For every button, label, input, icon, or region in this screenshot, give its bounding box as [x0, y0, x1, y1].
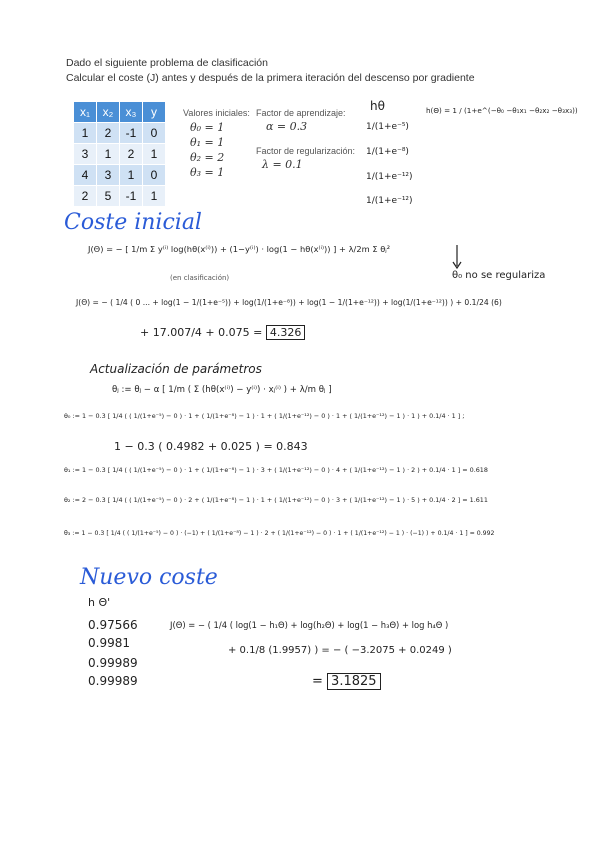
cost-expansion-line-2	[140, 326, 305, 339]
table-cell: 0	[143, 123, 166, 144]
table-cell: 1	[143, 144, 166, 165]
theta-1-value: θ₁ = 1	[190, 136, 225, 149]
new-cost-formula-1: J(Θ) = − ( 1/4 ( log(1 − h₁Θ) + log(h₂Θ) + log(1 − h₃Θ) + log h₄Θ )	[170, 620, 449, 630]
hypothesis-value: 1/(1+e⁻¹²)	[366, 172, 413, 182]
hypothesis-value: 1/(1+e⁻¹²)	[366, 196, 413, 206]
initial-cost-result: 4.326	[266, 325, 306, 340]
table-cell: 5	[97, 186, 120, 207]
theta-3-value: θ₃ = 1	[190, 166, 225, 179]
cost-expansion-text: + 17.007/4 + 0.075 =	[140, 326, 263, 339]
learning-rate-value: α = 0.3	[266, 120, 308, 133]
h-theta-value: 0.99989	[88, 656, 138, 670]
theta-0-result: 1 − 0.3 ( 0.4982 + 0.025 ) = 0.843	[114, 440, 308, 453]
nuevo-coste-title: Nuevo coste	[80, 565, 218, 590]
sum-note: (en clasificación)	[170, 274, 230, 282]
new-cost-formula-2: + 0.1/8 (1.9957) ) = − ( −3.2075 + 0.0249 )	[228, 645, 452, 656]
column-header: y	[143, 102, 166, 123]
table-row	[74, 123, 166, 144]
learning-rate-label: Factor de aprendizaje:	[256, 108, 346, 118]
regularization-label: Factor de regularización:	[256, 146, 356, 156]
table-cell: 1	[97, 144, 120, 165]
dataset-table	[73, 101, 166, 207]
cost-expansion-line-1: J(Θ) = − ( 1/4 ( 0 ... + log(1 − 1/(1+e⁻⁵)) + log(1/(1+e⁻⁸)) + log(1 − 1/(1+e⁻¹²)) + log(1/(1+e⁻¹²)) ) + 0.1/24 (6)	[76, 298, 502, 307]
h-theta-value: 0.97566	[88, 618, 138, 632]
theta-0-update: θ₀ := 1 − 0.3 [ 1/4 ( ( 1/(1+e⁻⁵) − 0 ) · 1 + ( 1/(1+e⁻⁸) − 1 ) · 1 + ( 1/(1+e⁻¹²) − 0 ) · 1 + ( 1/(1+e⁻¹²) − 1 ) · 1 ) + 0.1/4 · 1 ] ;	[64, 412, 465, 420]
table-cell: 0	[143, 165, 166, 186]
theta-0-value: θ₀ = 1	[190, 121, 225, 134]
table-header-row	[74, 102, 166, 123]
theta-2-update: θ₂ := 2 − 0.3 [ 1/4 ( ( 1/(1+e⁻⁵) − 0 ) · 2 + ( 1/(1+e⁻⁸) − 1 ) · 1 + ( 1/(1+e⁻¹²) − 0 ) · 3 + ( 1/(1+e⁻¹²) − 1 ) · 5 ) + 0.1/4 · 2 ] = 1.611	[64, 496, 488, 504]
new-cost-line-3	[312, 674, 381, 689]
theta-2-value: θ₂ = 2	[190, 151, 225, 164]
hypothesis-value: 1/(1+e⁻⁸)	[366, 147, 409, 157]
table-cell: 1	[143, 186, 166, 207]
table-cell: 2	[74, 186, 97, 207]
table-cell: -1	[120, 186, 143, 207]
table-cell: 1	[74, 123, 97, 144]
equals-sign: =	[312, 674, 323, 689]
initial-values-label: Valores iniciales:	[183, 108, 250, 118]
table-cell: 3	[97, 165, 120, 186]
table-cell: 3	[74, 144, 97, 165]
cost-formula: J(Θ) = − [ 1/m Σ y⁽ⁱ⁾ log(hθ(x⁽ⁱ⁾)) + (1−y⁽ⁱ⁾) · log(1 − hθ(x⁽ⁱ⁾)) ] + λ/2m Σ θⱼ²	[88, 244, 391, 254]
h-theta-value: 0.9981	[88, 636, 130, 650]
table-cell: 2	[120, 144, 143, 165]
coste-inicial-title: Coste inicial	[64, 210, 202, 235]
hypothesis-formula: h(Θ) = 1 / (1+e^(−θ₀ −θ₁x₁ −θ₂x₂ −θ₃x₃))	[426, 106, 578, 115]
hypothesis-label: hθ	[370, 99, 385, 113]
header-line-2: Calcular el coste (J) antes y después de la primera iteración del descenso por gradiente	[66, 72, 475, 84]
table-row	[74, 186, 166, 207]
table-cell: 4	[74, 165, 97, 186]
table-row	[74, 144, 166, 165]
theta-1-update: θ₁ := 1 − 0.3 [ 1/4 ( ( 1/(1+e⁻⁵) − 0 ) · 1 + ( 1/(1+e⁻⁸) − 1 ) · 3 + ( 1/(1+e⁻¹²) − 0 ) · 4 + ( 1/(1+e⁻¹²) − 1 ) · 2 ) + 0.1/4 · 1 ] = 0.618	[64, 466, 488, 474]
column-header: x₂	[97, 102, 120, 123]
arrow-down-icon	[452, 244, 462, 272]
hypothesis-value: 1/(1+e⁻⁵)	[366, 122, 409, 132]
table-cell: 1	[120, 165, 143, 186]
h-theta-label: h Θ'	[88, 596, 111, 609]
table-cell: 2	[97, 123, 120, 144]
h-theta-value: 0.99989	[88, 674, 138, 688]
update-title: Actualización de parámetros	[90, 362, 262, 376]
header-line-1: Dado el siguiente problema de clasificación	[66, 57, 268, 69]
column-header: x₁	[74, 102, 97, 123]
column-header: x₃	[120, 102, 143, 123]
update-rule: θⱼ := θⱼ − α [ 1/m ( Σ (hθ(x⁽ⁱ⁾) − y⁽ⁱ⁾) · xⱼ⁽ⁱ⁾ ) + λ/m θⱼ ]	[112, 385, 332, 395]
regularization-note: θ₀ no se regulariza	[452, 270, 546, 281]
table-cell: -1	[120, 123, 143, 144]
table-row	[74, 165, 166, 186]
regularization-value: λ = 0.1	[262, 158, 303, 171]
theta-3-update: θ₃ := 1 − 0.3 [ 1/4 ( ( 1/(1+e⁻⁵) − 0 ) · (−1) + ( 1/(1+e⁻⁸) − 1 ) · 2 + ( 1/(1+e⁻¹²) − 0 ) · 1 + ( 1/(1+e⁻¹²) − 1 ) · (−1) ) + 0.1/4 · 1 ] = 0.992	[64, 530, 495, 537]
new-cost-result: 3.1825	[327, 673, 381, 690]
